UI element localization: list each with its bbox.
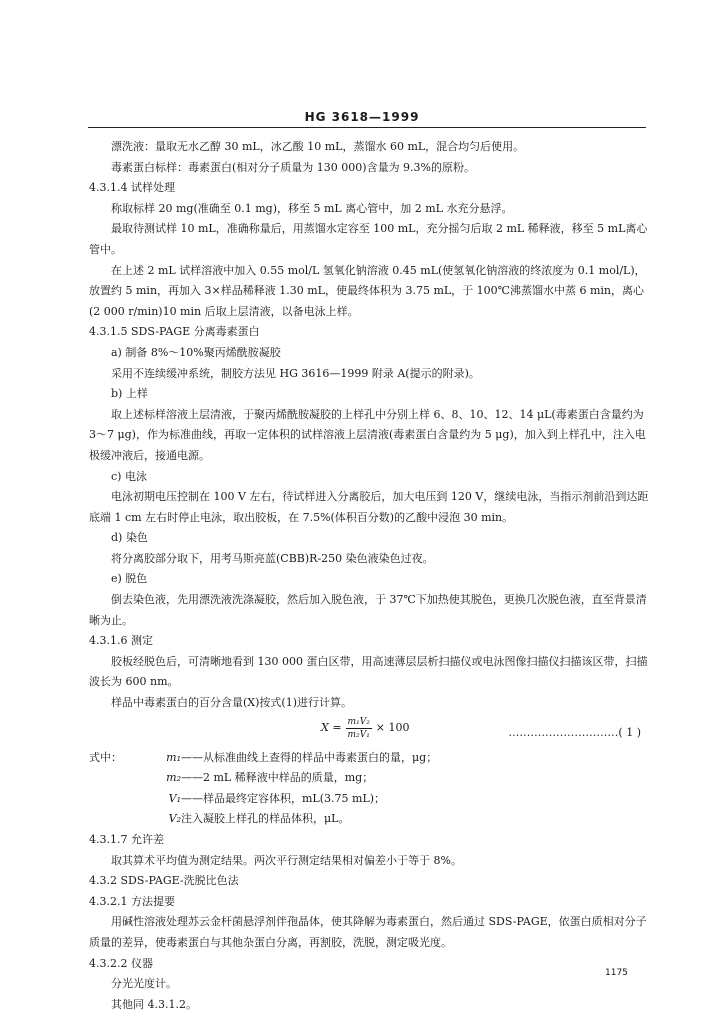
step-a-title: a) 制备 8%～10%聚丙烯酰胺凝胶 [111, 345, 281, 359]
step-b-text: 取上述标样溶液上层清液，于聚丙烯酰胺凝胶的上样孔中分别上样 6、8、10、12、14 μL(毒素蛋白含量约为 3～7 μg)，作为标准曲线，再取一定体积的试样溶液上层清液(毒素蛋白含量约为 5 μg)，加入到上样孔中，注入电极缓冲液后，接通电源。 [89, 407, 646, 462]
definition-text: ——2 mL 稀释液中样品的质量，mg； [181, 771, 374, 785]
definition-text: ——样品最终定容体积，mL(3.75 mL)； [181, 791, 386, 805]
section-heading-432: 4.3.2 SDS-PAGE-洗脱比色法 [89, 874, 239, 888]
step-e-text: 倒去染色液，先用漂洗液洗涤凝胶，然后加入脱色液，于 37℃下加热使其脱色，更换几次脱色液，直至背景清晰为止。 [89, 593, 647, 627]
section-heading-4322: 4.3.2.2 仪器 [89, 956, 153, 970]
definition-text: ——从标准曲线上查得的样品中毒素蛋白的量，μg； [181, 750, 438, 764]
formula-fraction [346, 716, 372, 741]
definition-lead [89, 768, 135, 789]
formula-numerator: m₁V₂ [347, 716, 370, 727]
equation-number: …………………………( 1 ) [508, 725, 641, 739]
definition-symbol: V₁ [168, 791, 181, 805]
paragraph-principle: 用碱性溶液处理苏云金杆菌悬浮剂伴孢晶体，使其降解为毒素蛋白，然后通过 SDS-PAGE，依蛋白质相对分子质量的差异，使毒素蛋白与其他杂蛋白分离，再割胶，洗脱，测定吸光度。 [89, 915, 647, 949]
paragraph-scan: 胶板经脱色后，可清晰地看到 130 000 蛋白区带，用高速薄层层析扫描仪或电泳图像扫描仪扫描该区带，扫描波长为 600 nm。 [89, 654, 648, 689]
page-number: 1175 [605, 968, 628, 978]
step-c-text: 电泳初期电压控制在 100 V 左右，待试样进入分离胶后，加大电压到 120 V，继续电泳，当指示剂前沿到达距底端 1 cm 左右时停止电泳，取出胶板，在 7.5%(体积百分数)的乙酸中浸泡 30 min。 [89, 490, 649, 524]
paragraph-calculation: 样品中毒素蛋白的百分含量(X)按式(1)进行计算。 [111, 696, 352, 710]
paragraph-instrument-1: 分光光度计。 [111, 977, 177, 991]
section-heading-4315: 4.3.1.5 SDS-PAGE 分离毒素蛋白 [89, 325, 260, 339]
step-c-title: c) 电泳 [111, 469, 147, 483]
step-d-text: 将分离胶部分取下，用考马斯亮蓝(CBB)R-250 染色液染色过夜。 [111, 551, 434, 565]
definition-symbol: m₂ [166, 771, 181, 785]
definition-row [89, 789, 649, 810]
paragraph-sample-prep: 最取待测试样 10 mL，准确称量后，用蒸馏水定容至 100 mL，充分摇匀后取 2 mL 稀释液，移至 5 mL离心管中。 [89, 222, 648, 256]
paragraph-naoh-treatment: 在上述 2 mL 试样溶液中加入 0.55 mol/L 氢氧化钠溶液 0.45 mL(使氢氧化钠溶液的终浓度为 0.1 mol/L)，放置约 5 min，再加入 3×样品稀释液 1.30 mL，使最终体积为 3.75 mL，于 100℃沸蒸馏水中蒸 6 min，离心(2 000 r/min)10 min 后取上层清液，以备电泳上样。 [89, 263, 646, 318]
definition-row [89, 809, 649, 830]
formula-lhs: X = [321, 720, 342, 734]
section-heading-4316: 4.3.1.6 测定 [89, 634, 153, 648]
formula-row [89, 714, 649, 748]
step-e-title: e) 脱色 [111, 572, 148, 586]
definition-lead [89, 789, 135, 810]
formula-rhs: × 100 [375, 720, 410, 734]
section-heading-4314: 4.3.1.4 试样处理 [89, 181, 175, 195]
formula [321, 716, 410, 741]
paragraph-weigh-standard: 称取标样 20 mg(准确至 0.1 mg)，移至 5 mL 离心管中，加 2 mL 水充分悬浮。 [111, 201, 513, 215]
step-b-title: b) 上样 [111, 387, 148, 401]
paragraph-rinse-solution: 漂洗液：量取无水乙醇 30 mL，冰乙酸 10 mL，蒸馏水 60 mL，混合均匀后使用。 [111, 140, 525, 153]
document-body [89, 137, 649, 1015]
formula-denominator: m₂V₁ [347, 729, 370, 740]
step-d-title: d) 染色 [111, 531, 148, 545]
definition-text: 注入凝胶上样孔的样品体积，μL。 [181, 812, 350, 826]
section-heading-4321: 4.3.2.1 方法提要 [89, 894, 175, 908]
definition-row [89, 768, 649, 789]
paragraph-tolerance: 取其算术平均值为测定结果。两次平行测定结果相对偏差小于等于 8%。 [111, 853, 462, 867]
definition-lead [89, 809, 135, 830]
definition-symbol: V₂ [168, 812, 181, 826]
paragraph-instrument-2: 其他同 4.3.1.2。 [111, 997, 197, 1011]
section-heading-4317: 4.3.1.7 允许差 [89, 833, 164, 846]
header-rule [88, 127, 646, 128]
standard-header: HG 3618—1999 [304, 110, 420, 124]
definition-row [89, 748, 649, 769]
step-a-text: 采用不连续缓冲系统，制胶方法见 HG 3616—1999 附录 A(提示的附录)。 [111, 366, 480, 380]
definition-symbol: m₁ [166, 750, 181, 764]
definition-lead: 式中： [89, 750, 122, 764]
paragraph-toxin-standard: 毒素蛋白标样：毒素蛋白(相对分子质量为 130 000)含量为 9.3%的原粉。 [111, 160, 476, 174]
